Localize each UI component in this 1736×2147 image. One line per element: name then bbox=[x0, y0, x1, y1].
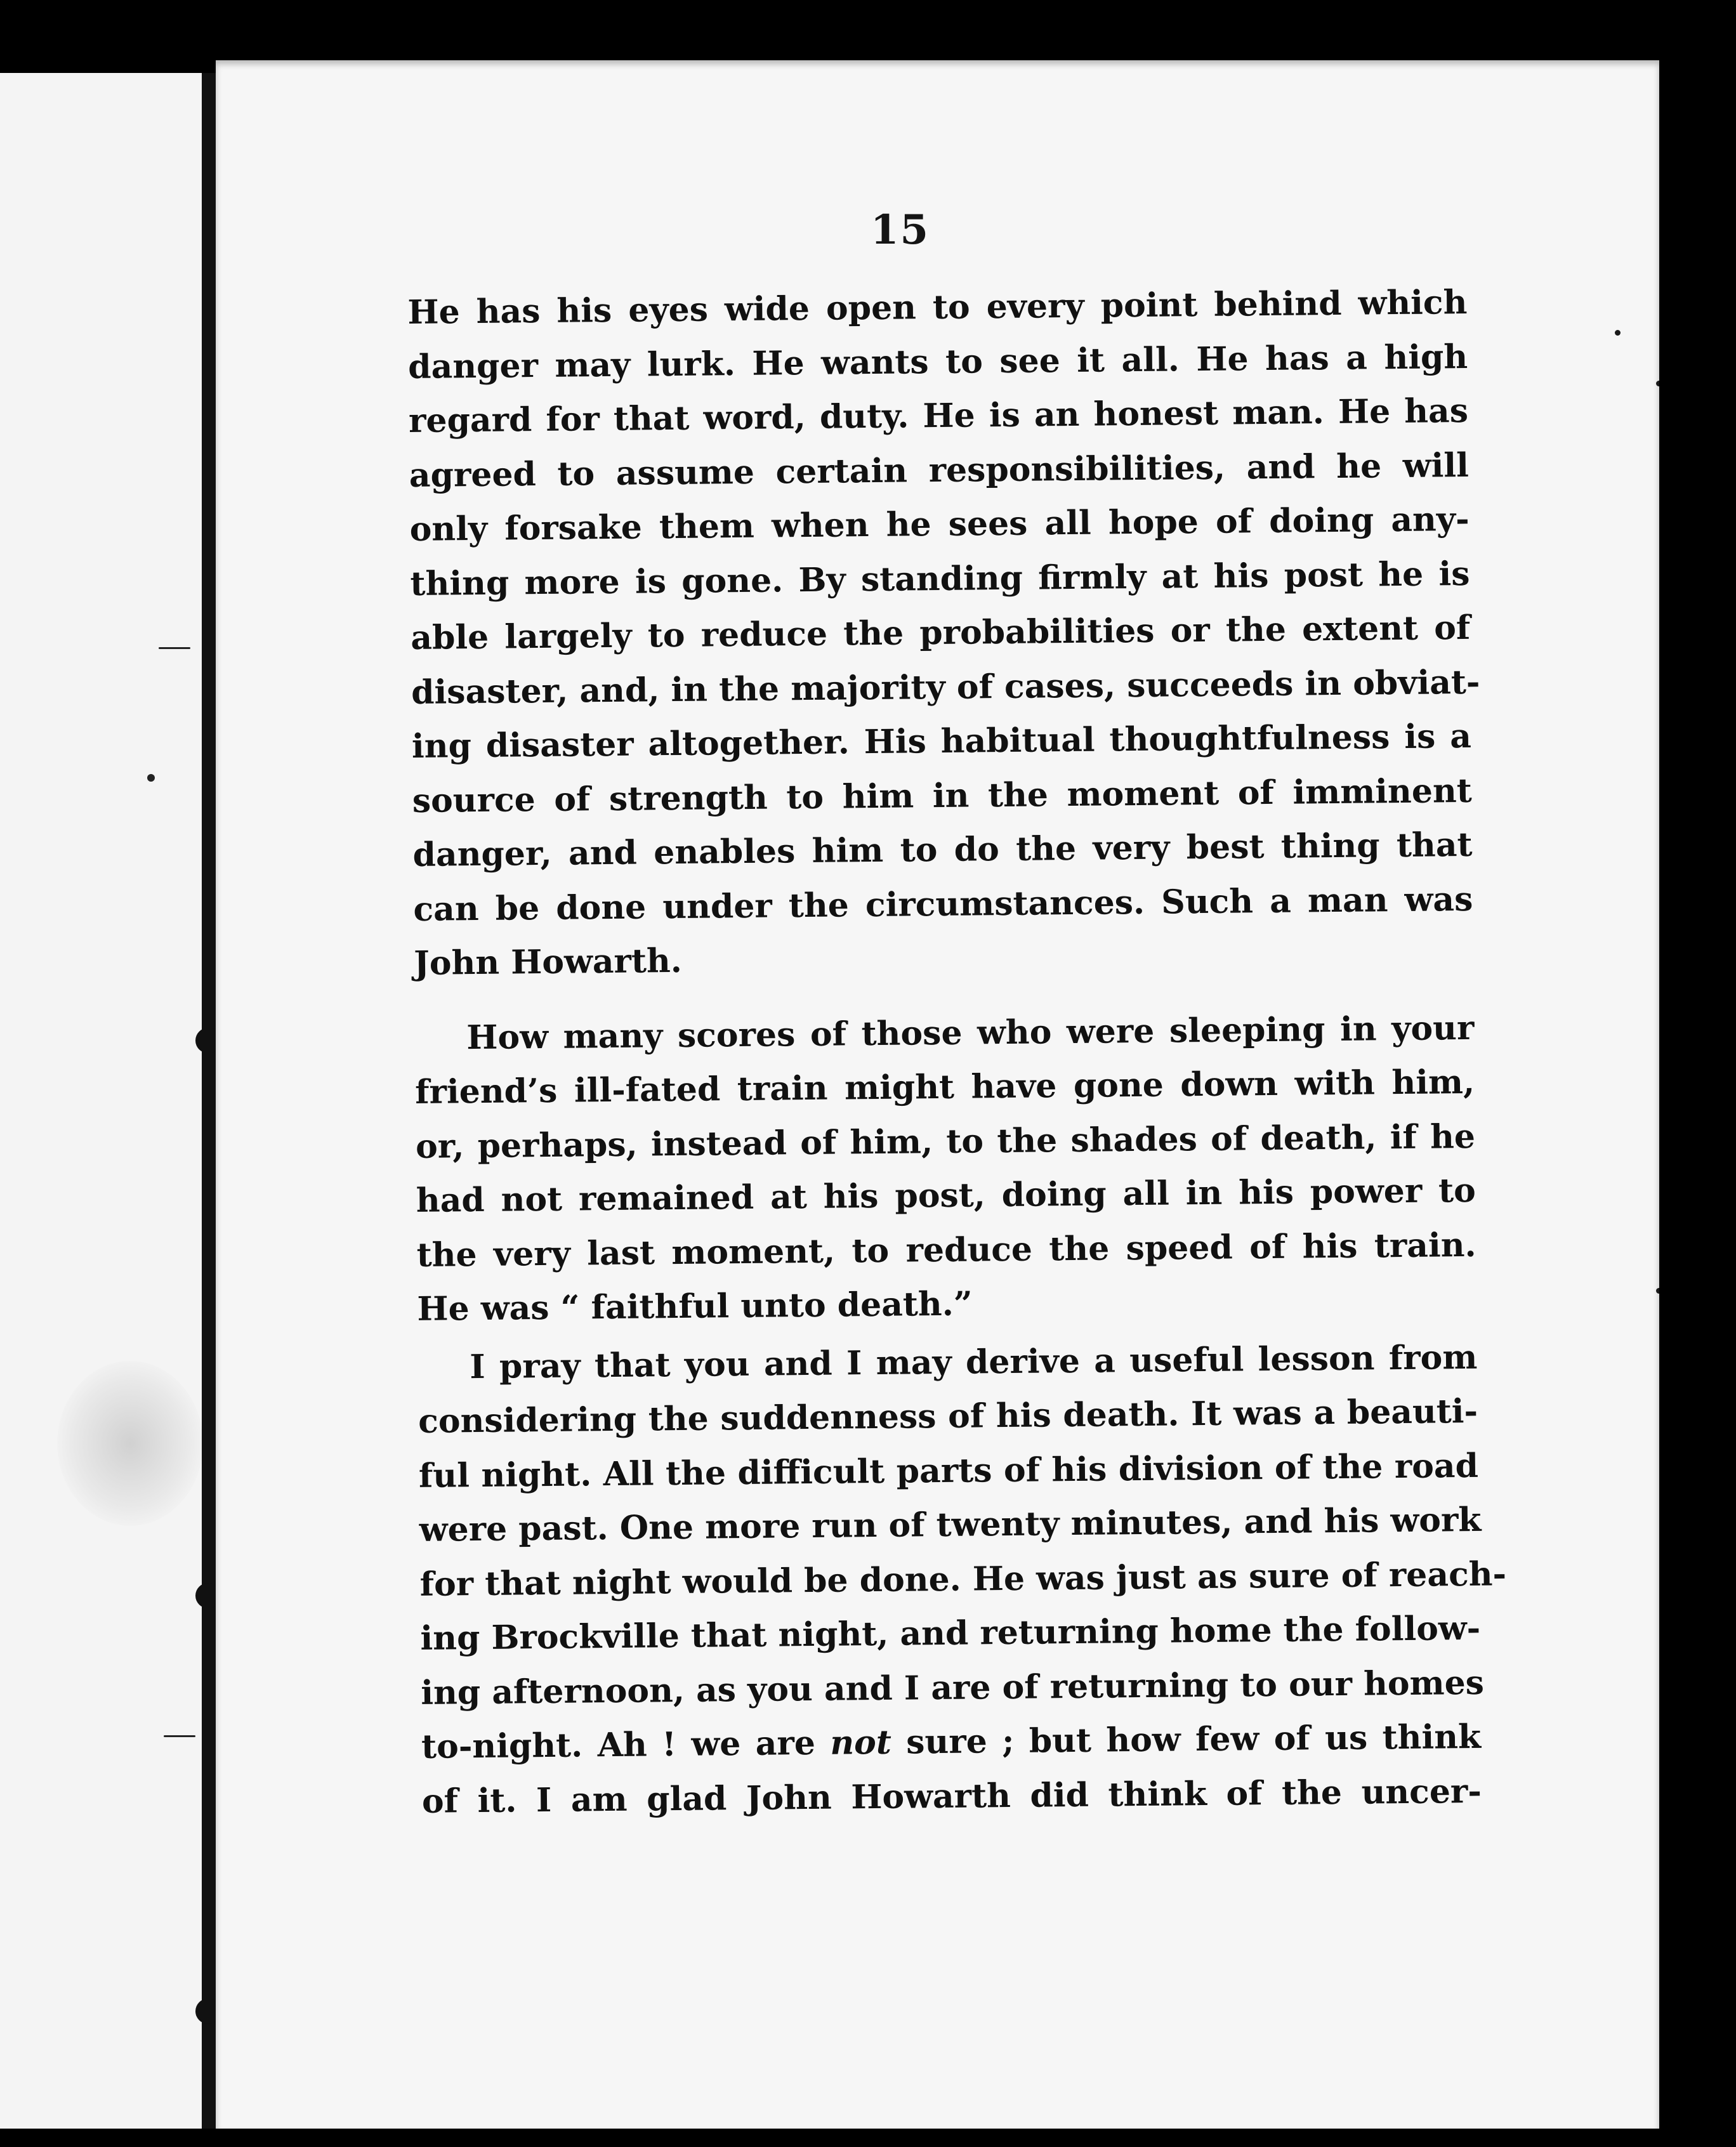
text-line: disaster, and, in the majority of cases, succeeds in obviat- bbox=[411, 662, 1480, 712]
text-line: He has his eyes wide open to every point behind which bbox=[407, 282, 1468, 332]
left-page-edge bbox=[0, 73, 202, 2129]
text-line: agreed to assume certain responsibilities, and he will bbox=[409, 445, 1470, 495]
text-segment: sure ; but how few of us think bbox=[891, 1717, 1482, 1762]
text-line: can be done under the circumstances. Such a man was bbox=[413, 879, 1473, 929]
text-line: had not remained at his post, doing all in his power to bbox=[416, 1171, 1476, 1220]
text-line: John Howarth. bbox=[413, 941, 683, 983]
text-line: friend’s ill-fated train might have gone down with him, bbox=[414, 1062, 1475, 1112]
ink-speck bbox=[1656, 1288, 1659, 1294]
ink-speck bbox=[1615, 330, 1621, 336]
body-text bbox=[407, 275, 1507, 1829]
text-line: ing disaster altogether. His habitual thoughtfulness is a bbox=[411, 716, 1472, 766]
text-line: How many scores of those who were sleeping in your bbox=[466, 1008, 1475, 1057]
paper-stain bbox=[57, 1361, 202, 1526]
paragraph bbox=[418, 1330, 1507, 1828]
text-line: ing afternoon, as you and I are of returning to our homes bbox=[420, 1663, 1485, 1712]
text-line: the very last moment, to reduce the speed of his train. bbox=[416, 1225, 1476, 1275]
text-line: thing more is gone. By standing firmly at his post he is bbox=[410, 554, 1470, 603]
ink-dash bbox=[159, 647, 190, 649]
text-line: able largely to reduce the probabilities or the extent of bbox=[411, 608, 1471, 657]
text-line: of it. I am glad John Howarth did think of the uncer- bbox=[421, 1771, 1482, 1821]
text-line: considering the suddenness of his death. It was a beauti- bbox=[418, 1391, 1478, 1441]
text-line: regard for that word, duty. He is an honest man. He has bbox=[408, 391, 1469, 440]
text-line: source of strength to him in the moment of imminent bbox=[412, 771, 1473, 820]
text-line: danger, and enables him to do the very best thing that bbox=[412, 825, 1473, 874]
text-line: were past. One more run of twenty minutes, and his work bbox=[419, 1500, 1482, 1549]
ink-dash bbox=[164, 1735, 195, 1737]
text-line: danger may lurk. He wants to see it all. He has a high bbox=[407, 337, 1468, 386]
text-line: or, perhaps, instead of him, to the shades of death, if he bbox=[415, 1117, 1476, 1166]
ink-speck bbox=[147, 774, 155, 782]
paragraph bbox=[407, 275, 1480, 990]
text-line: ing Brockville that night, and returning home the follow- bbox=[420, 1608, 1481, 1658]
text-line: only forsake them when he sees all hope of doing any- bbox=[409, 499, 1470, 549]
page-number: 15 bbox=[871, 206, 930, 254]
text-segment: to-night. Ah ! we are bbox=[421, 1723, 831, 1766]
text-line: I pray that you and I may derive a useful lesson from bbox=[470, 1337, 1478, 1386]
book-spine bbox=[202, 73, 216, 2129]
paragraph bbox=[414, 1001, 1477, 1336]
text-line-with-italic bbox=[421, 1710, 1482, 1775]
text-line: ful night. All the difficult parts of his division of the road bbox=[418, 1446, 1479, 1495]
text-line: for that night would be done. He was just as sure of reach- bbox=[419, 1554, 1507, 1604]
ink-speck bbox=[1656, 381, 1659, 386]
text-line: He was “ faithful unto death.” bbox=[417, 1284, 973, 1329]
italic-word: not bbox=[829, 1723, 892, 1763]
scanned-page bbox=[216, 60, 1659, 2129]
